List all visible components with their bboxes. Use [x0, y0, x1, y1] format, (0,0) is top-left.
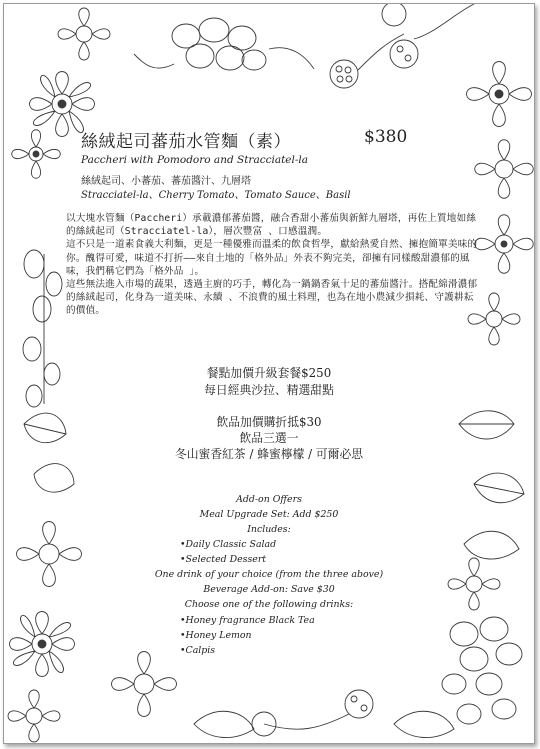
beverage-addon-en: Beverage Add-on: Save $30: [203, 584, 335, 595]
set-upgrade-en: Meal Upgrade Set: Add $250: [199, 509, 339, 520]
dish-price: $380: [364, 127, 408, 147]
drink-offer-zh: 飲品加價購折抵$30: [216, 415, 322, 429]
include-item: •Selected Dessert: [180, 554, 267, 565]
include-item: •Daily Classic Salad: [180, 539, 277, 550]
description-paragraph: 以大塊水管麵（Paccheri）承載濃郁蕃茄醬，融合香甜小蕃茄與新鮮九層塔，再佐上質地如絲的絲絨起司（Stracciatel-la），層次豐富 、口感溫潤。: [66, 213, 477, 238]
drink-item: •Honey Lemon: [180, 630, 252, 641]
description-paragraph: 這不只是一道素食義大利麵，更是一種優雅而溫柔的飲食哲學，獻給熱愛自然、擁抱簡單美味的你。醜得可愛，味道不打折——來自土地的「格外品」外表不夠完美，卻擁有同樣酸甜濃郁的風味，我們稱它們為「格外品 」。: [66, 239, 478, 277]
drink-choice-en: One drink of your choice (from the three above): [154, 569, 384, 580]
flower-icon: [12, 130, 61, 179]
set-upgrade-zh: 餐點加價升級套餐$250: [206, 366, 332, 380]
menu-page: [3, 3, 535, 744]
flower-icon: [475, 140, 534, 199]
ingredients-en: Stracciatel-la、Cherry Tomato、Tomato Sauce、Basil: [81, 190, 351, 201]
flower-icon: [467, 62, 532, 127]
ingredients-zh: 絲絨起司、小蕃茄、蕃茄醬汁、九層塔: [81, 176, 251, 187]
flower-icon: [8, 690, 60, 742]
flower-icon: [10, 612, 75, 677]
drink-item: •Calpis: [180, 645, 216, 656]
drink-item: •Honey fragrance Black Tea: [180, 615, 315, 626]
drink-choose-zh: 飲品三選一: [239, 431, 299, 445]
hydrangea-icon: [134, 18, 314, 70]
dish-name-zh: 絲絨起司蕃茄水管麵（素）: [81, 132, 291, 152]
blackberry-illustration: [330, 4, 474, 88]
set-items-zh: 每日經典沙拉、精選甜點: [204, 383, 334, 397]
flower-icon: [475, 215, 534, 274]
choose-drink-en: Choose one of the following drinks:: [184, 599, 354, 610]
flower-icon: [112, 652, 177, 717]
drink-options-zh: 冬山蜜香紅茶 / 蜂蜜檸檬 / 可爾必思: [174, 447, 364, 461]
offers-heading-en: Add-on Offers: [236, 494, 302, 505]
hydrangea-icon: [442, 617, 522, 724]
includes-label-en: Includes:: [247, 524, 291, 535]
flower-icon: [58, 8, 110, 60]
blackberry-illustration: [252, 690, 373, 736]
dish-description: [66, 212, 478, 318]
description-paragraph: 這些無法進入市場的蔬果，透過主廚的巧手，轉化為一鍋鍋香氣十足的蕃茄醬汁。搭配綿滑濃郁的絲絨起司，化身為一道美味、永續 、不浪費的風土料理，也為在地小農減少損耗、守護耕耘的價值。: [66, 279, 478, 317]
dish-name-en: Paccheri with Pomodoro and Stracciatel-la: [81, 154, 309, 166]
